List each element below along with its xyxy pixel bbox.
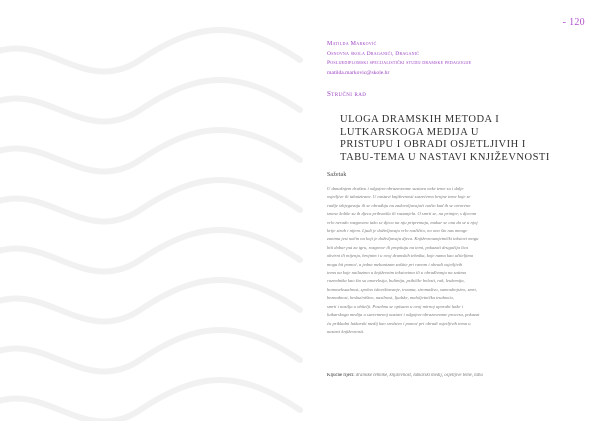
title-line: TABU-TEMA U NASTAVI KNJIŽEVNOSTI (340, 151, 550, 163)
abstract-line: zanima jest način na koji je doživljavaju djeca. Književnoumjetnički tekstovi mogu (327, 236, 479, 242)
author-name: Matilda Marković (327, 41, 377, 47)
title-line: PRISTUPU I OBRADI OSJETLJIVIH I (340, 139, 526, 150)
keywords-text: dramske tehnike, književnost, lutkarski medij, osjetljive teme, tabu (355, 373, 483, 378)
abstract-heading: Sažetak (327, 172, 347, 178)
abstract-line: beznadnost, beskućništvo, nasilnost, ljudske, maloljetnička trudnoća, (327, 295, 454, 301)
abstract-line: radije izbjegavaju ili se obrađuju na zadovoljavajući način kad ih se otvoreno (327, 202, 471, 208)
article-title (340, 114, 575, 164)
abstract-line: razrednika kao što su anoreksija, bulimija, psihičke bolesti, rak, leukemija, (327, 278, 465, 284)
abstract-line: smrti i nasilja u obitelji. Posebnu se opisano u ovoj mirnoj uporabi lutke i (327, 303, 464, 309)
keywords-label: Ključne riječi: (327, 373, 355, 378)
abstract-body (327, 185, 573, 336)
abstract-line: biti dobar put za igru, razgovor ili propituju na temi, pokazati drugačija lica (327, 244, 468, 250)
abstract-line: okvirni ili mijenja, brojnim i u ovoj dramskih tehnika, koje nama kao učiteljima (327, 253, 474, 259)
abstract-line: homoseksualnost, spolno iskorištavanje, trauma, siromaštvo, samoubojstvo, smrt, (327, 286, 477, 292)
title-line: ULOGA DRAMSKIH METODA I (340, 114, 500, 125)
abstract-line: lutkarskoga medija u suvremenoj nastavi i odgojno-obrazovnome procesu, pokazat (327, 312, 480, 318)
author-email: matilda.markovic@skole.hr (327, 69, 390, 76)
author-school: Osnovna škola Draganići, Draganić (327, 50, 420, 57)
abstract-line: vrlo nerado razgovara iako se djeca na nju pripremaju, makar se ona da se u njoj (327, 219, 478, 225)
author-study: Poslijediplomski specijalistički studij dramske pedagogije (327, 60, 472, 66)
abstract-line: osjetljive ili tabuizirane. U nastavi književnosti susrećemo brojne teme koje se (327, 194, 471, 200)
abstract-line: U današnjem društvu i odgojno-obrazovnome sustavu neke teme su i dalje (327, 186, 464, 191)
abstract-line: tema na koje nailazimo u književnim tekstovima ili u obrađivanju na satima (327, 270, 466, 276)
section-label: Stručni rad (327, 90, 367, 98)
abstract-line: ću prikladni lutkarski medij kao sredstvo i pomoć pri obradi osjetljivih tema u (327, 320, 471, 326)
abstract-line: nastavi književnosti. (327, 328, 365, 334)
keywords (327, 373, 577, 378)
abstract-line: mogu bit pomoć, a jedna mehanizam zaštite pri ranom i obradi osjetljivih (327, 261, 463, 267)
abstract-line: krije strah i nijem. Ljudi je doživljavaju vrlo različito, no ono što nas mnoge (327, 228, 468, 234)
abstract-line: iznese kolike su ih djeca prihvatila ili razumjela. O smrti se, na primjer, s djecom (327, 211, 477, 217)
title-line: LUTKARSKOGA MEDIJA U (340, 126, 479, 138)
author-info (327, 40, 577, 78)
page-number: - 120 (562, 17, 585, 28)
